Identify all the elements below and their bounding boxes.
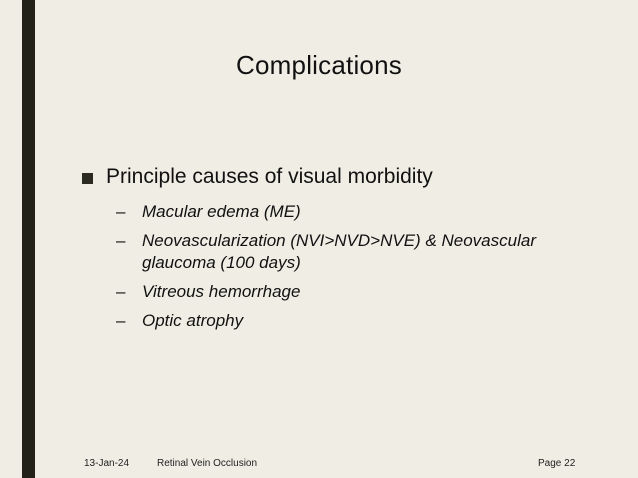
dash-icon: –: [116, 202, 126, 221]
footer-date: 13-Jan-24: [84, 458, 130, 469]
sub-bullet-item: [116, 281, 556, 303]
sub-bullet-text: Vitreous hemorrhage: [142, 282, 301, 301]
dash-icon: –: [116, 311, 126, 330]
main-bullet-text: Principle causes of visual morbidity: [106, 165, 433, 188]
sub-bullet-text: Optic atrophy: [142, 311, 244, 330]
sub-bullet-item: [116, 201, 556, 223]
square-bullet-icon: [82, 173, 93, 184]
footer-page-number: Page 22: [538, 458, 576, 469]
dash-icon: –: [116, 282, 126, 301]
sub-bullet-text: Neovascularization (NVI>NVD>NVE) & Neovascular glaucoma (100 days): [142, 231, 536, 272]
main-bullet: [82, 165, 433, 189]
sub-bullet-text: Macular edema (ME): [142, 202, 301, 221]
slide-title: Complications: [236, 50, 402, 80]
dash-icon: –: [116, 231, 126, 250]
sub-bullet-item: [116, 310, 556, 332]
sub-bullet-list: [116, 201, 556, 339]
footer-topic: Retinal Vein Occlusion: [157, 458, 258, 469]
sub-bullet-item: [116, 230, 556, 274]
